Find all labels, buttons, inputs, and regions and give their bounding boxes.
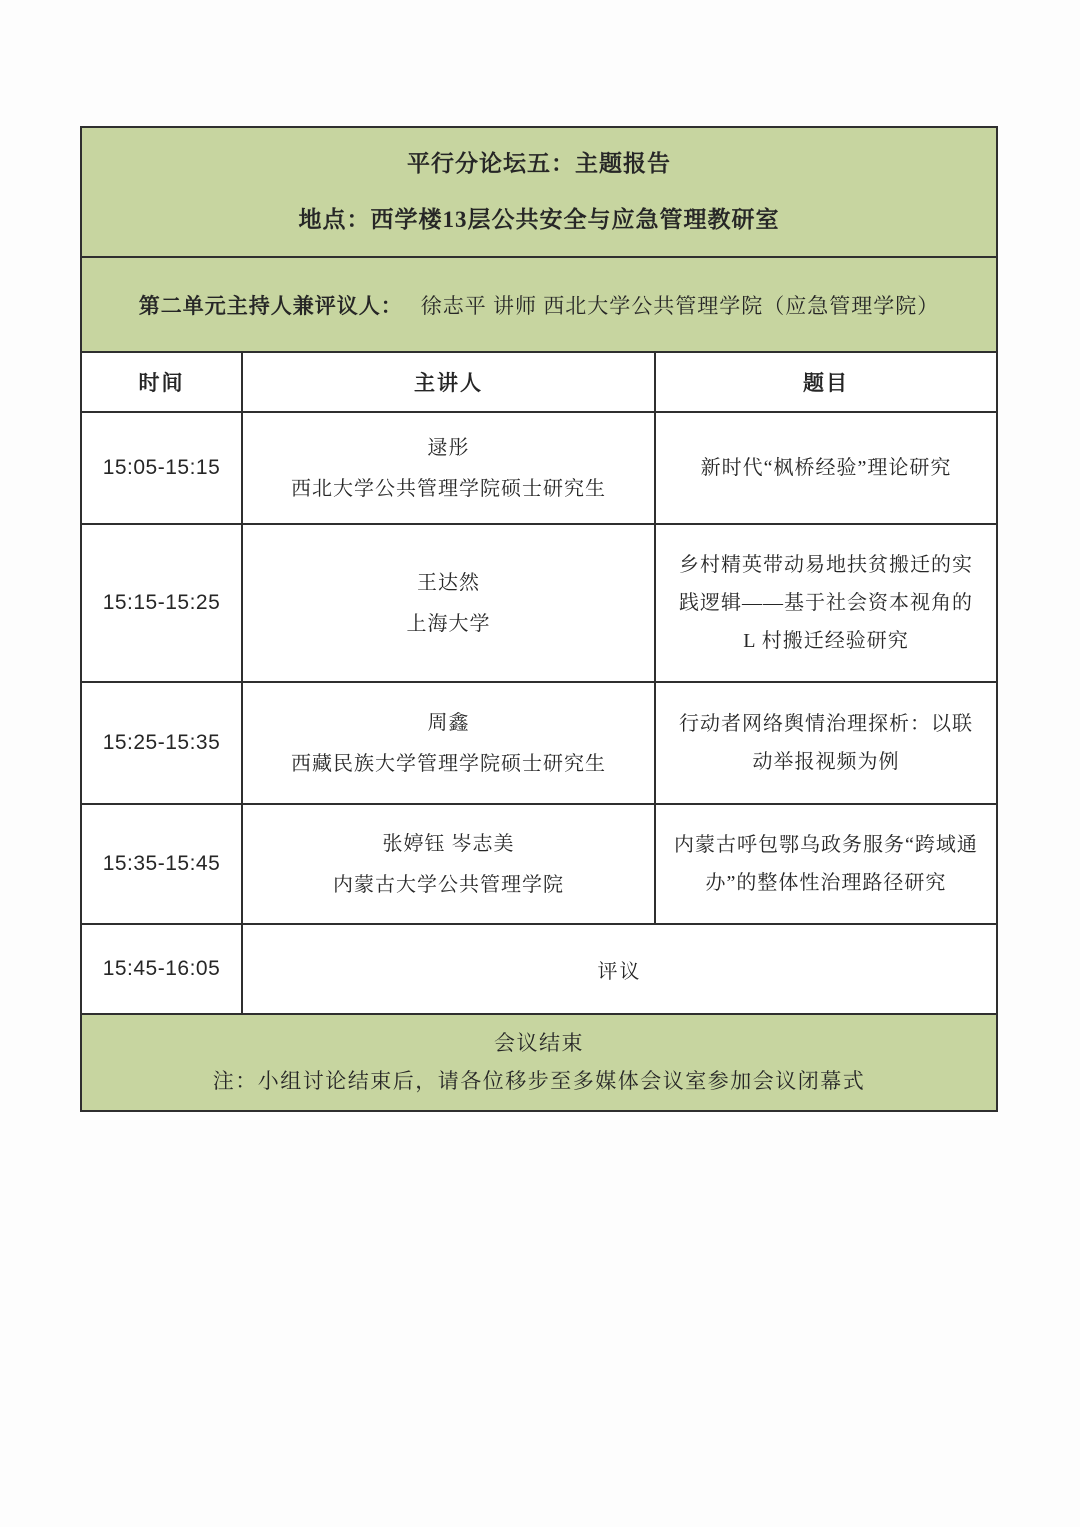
meeting-end-label: 会议结束 bbox=[494, 1031, 584, 1055]
table-row bbox=[82, 803, 996, 923]
column-header-time: 时间 bbox=[138, 371, 185, 395]
table-row bbox=[82, 681, 996, 803]
speaker-cell bbox=[241, 413, 654, 523]
column-header-topic: 题目 bbox=[654, 353, 996, 411]
title-block bbox=[82, 128, 996, 256]
topic-cell: 行动者网络舆情治理探析：以联动举报视频为例 bbox=[654, 683, 996, 803]
speaker-name: 周鑫 bbox=[427, 711, 470, 734]
closing-note: 注：小组讨论结束后，请各位移步至多媒体会议室参加会议闭幕式 bbox=[212, 1069, 866, 1093]
forum-title: 平行分论坛五：主题报告 bbox=[407, 151, 671, 176]
topic-cell: 乡村精英带动易地扶贫搬迁的实践逻辑——基于社会资本视角的 L 村搬迁经验研究 bbox=[654, 525, 996, 681]
column-header-speaker: 主讲人 bbox=[241, 353, 654, 411]
time-cell: 15:35-15:45 bbox=[102, 852, 221, 875]
topic-cell: 新时代“枫桥经验”理论研究 bbox=[654, 413, 996, 523]
speaker-affiliation: 内蒙古大学公共管理学院 bbox=[333, 873, 564, 896]
speaker-cell bbox=[241, 683, 654, 803]
footer-block bbox=[82, 1013, 996, 1110]
table-row bbox=[82, 411, 996, 523]
moderator-value: 徐志平 讲师 西北大学公共管理学院（应急管理学院） bbox=[420, 293, 940, 318]
speaker-affiliation: 西北大学公共管理学院硕士研究生 bbox=[291, 477, 606, 500]
topic-cell: 内蒙古呼包鄂乌政务服务“跨域通办”的整体性治理路径研究 bbox=[654, 805, 996, 923]
time-cell: 15:45-16:05 bbox=[102, 957, 221, 980]
speaker-name: 张婷钰 岑志美 bbox=[382, 832, 515, 855]
speaker-affiliation: 上海大学 bbox=[406, 612, 491, 635]
moderator-row bbox=[82, 256, 996, 351]
speaker-name: 逯彤 bbox=[427, 436, 470, 459]
speaker-name: 王达然 bbox=[417, 571, 480, 594]
conference-program-table bbox=[80, 126, 998, 1112]
table-row bbox=[82, 523, 996, 681]
moderator-label: 第二单元主持人兼评议人： bbox=[138, 293, 403, 318]
forum-location: 地点：西学楼13层公共安全与应急管理教研室 bbox=[298, 207, 780, 232]
speaker-cell bbox=[241, 805, 654, 923]
table-header-row bbox=[82, 351, 996, 411]
review-row bbox=[82, 923, 996, 1013]
time-cell: 15:15-15:25 bbox=[102, 591, 221, 614]
time-cell: 15:05-15:15 bbox=[102, 456, 221, 479]
speaker-affiliation: 西藏民族大学管理学院硕士研究生 bbox=[291, 752, 606, 775]
review-label: 评议 bbox=[241, 925, 996, 1013]
time-cell: 15:25-15:35 bbox=[102, 731, 221, 754]
speaker-cell bbox=[241, 525, 654, 681]
